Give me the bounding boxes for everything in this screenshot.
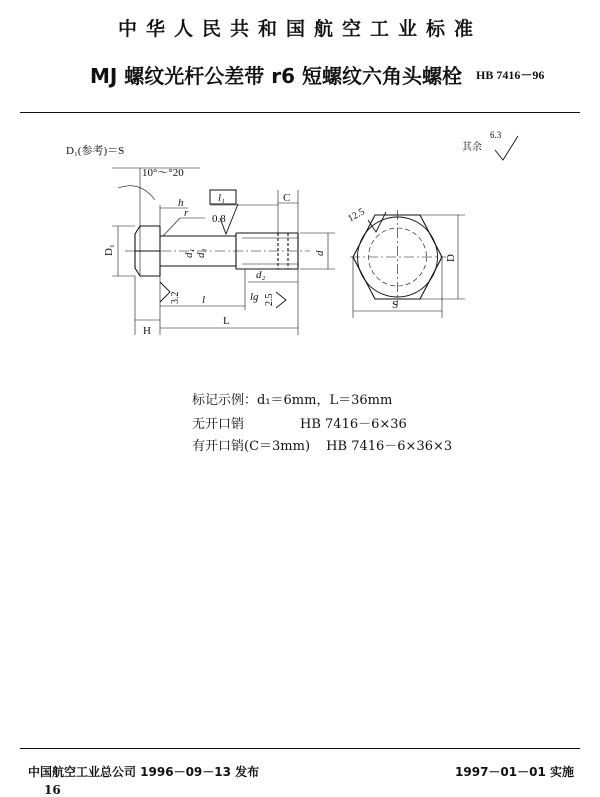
roughness-end: 12.5 [346,206,367,225]
dim-S: S [392,299,399,311]
marking-row-with-pin [192,435,452,454]
standard-title: 中华人民共和国航空工业标准 [117,18,482,40]
dim-l: l [202,294,206,306]
dim-h: h [178,197,184,209]
roughness-shank: 0.8 [212,213,226,225]
dim-D: D [445,254,457,262]
marking-row2-value: HB 7416－6×36×3 [326,439,453,454]
dim-d3: d₃ [195,248,207,258]
dim-H: H [143,325,151,337]
dim-r: r [184,207,189,219]
roughness-head: 3.2 [170,291,181,304]
marking-example: 标记示例：d₁＝6mm，L＝36mm [192,393,393,408]
dim-d2: d₂ [256,269,266,281]
dim-L: L [223,315,230,327]
marking-row1-label: 无开口销 [192,417,245,432]
marking-row-without-pin [192,413,407,432]
surface-rest-value: 6.3 [490,130,502,140]
footer-effective: 1997－01－01 实施 [455,765,574,779]
surface-rest-label: 其余 [462,142,482,153]
document-code: HB 7416－96 [476,68,545,82]
marking-row1-value: HB 7416－6×36 [300,417,407,432]
dim-l1: l₁ [218,192,225,204]
footer-rule [20,748,580,749]
dim-d: d [314,250,326,256]
marking-row2-label: 有开口销(C＝3mm) [192,439,311,454]
bolt-drawing [0,118,600,358]
footer-issuer: 中国航空工业总公司 1996－09－13 发布 [28,765,260,779]
page-number: 16 [44,783,61,797]
header-rule [20,112,580,113]
dim-D1: D₁ [103,244,115,256]
angle-note: 10°～°20 [142,167,184,179]
dim-c: C [283,192,291,204]
dim-lg: lg [250,291,259,303]
dim-d1: d₁ [183,248,195,258]
roughness-thread: 2.5 [264,293,275,306]
ref-note: D₁(参考)＝S [66,145,125,157]
document-title: MJ 螺纹光杆公差带 r6 短螺纹六角头螺栓 [90,64,463,88]
